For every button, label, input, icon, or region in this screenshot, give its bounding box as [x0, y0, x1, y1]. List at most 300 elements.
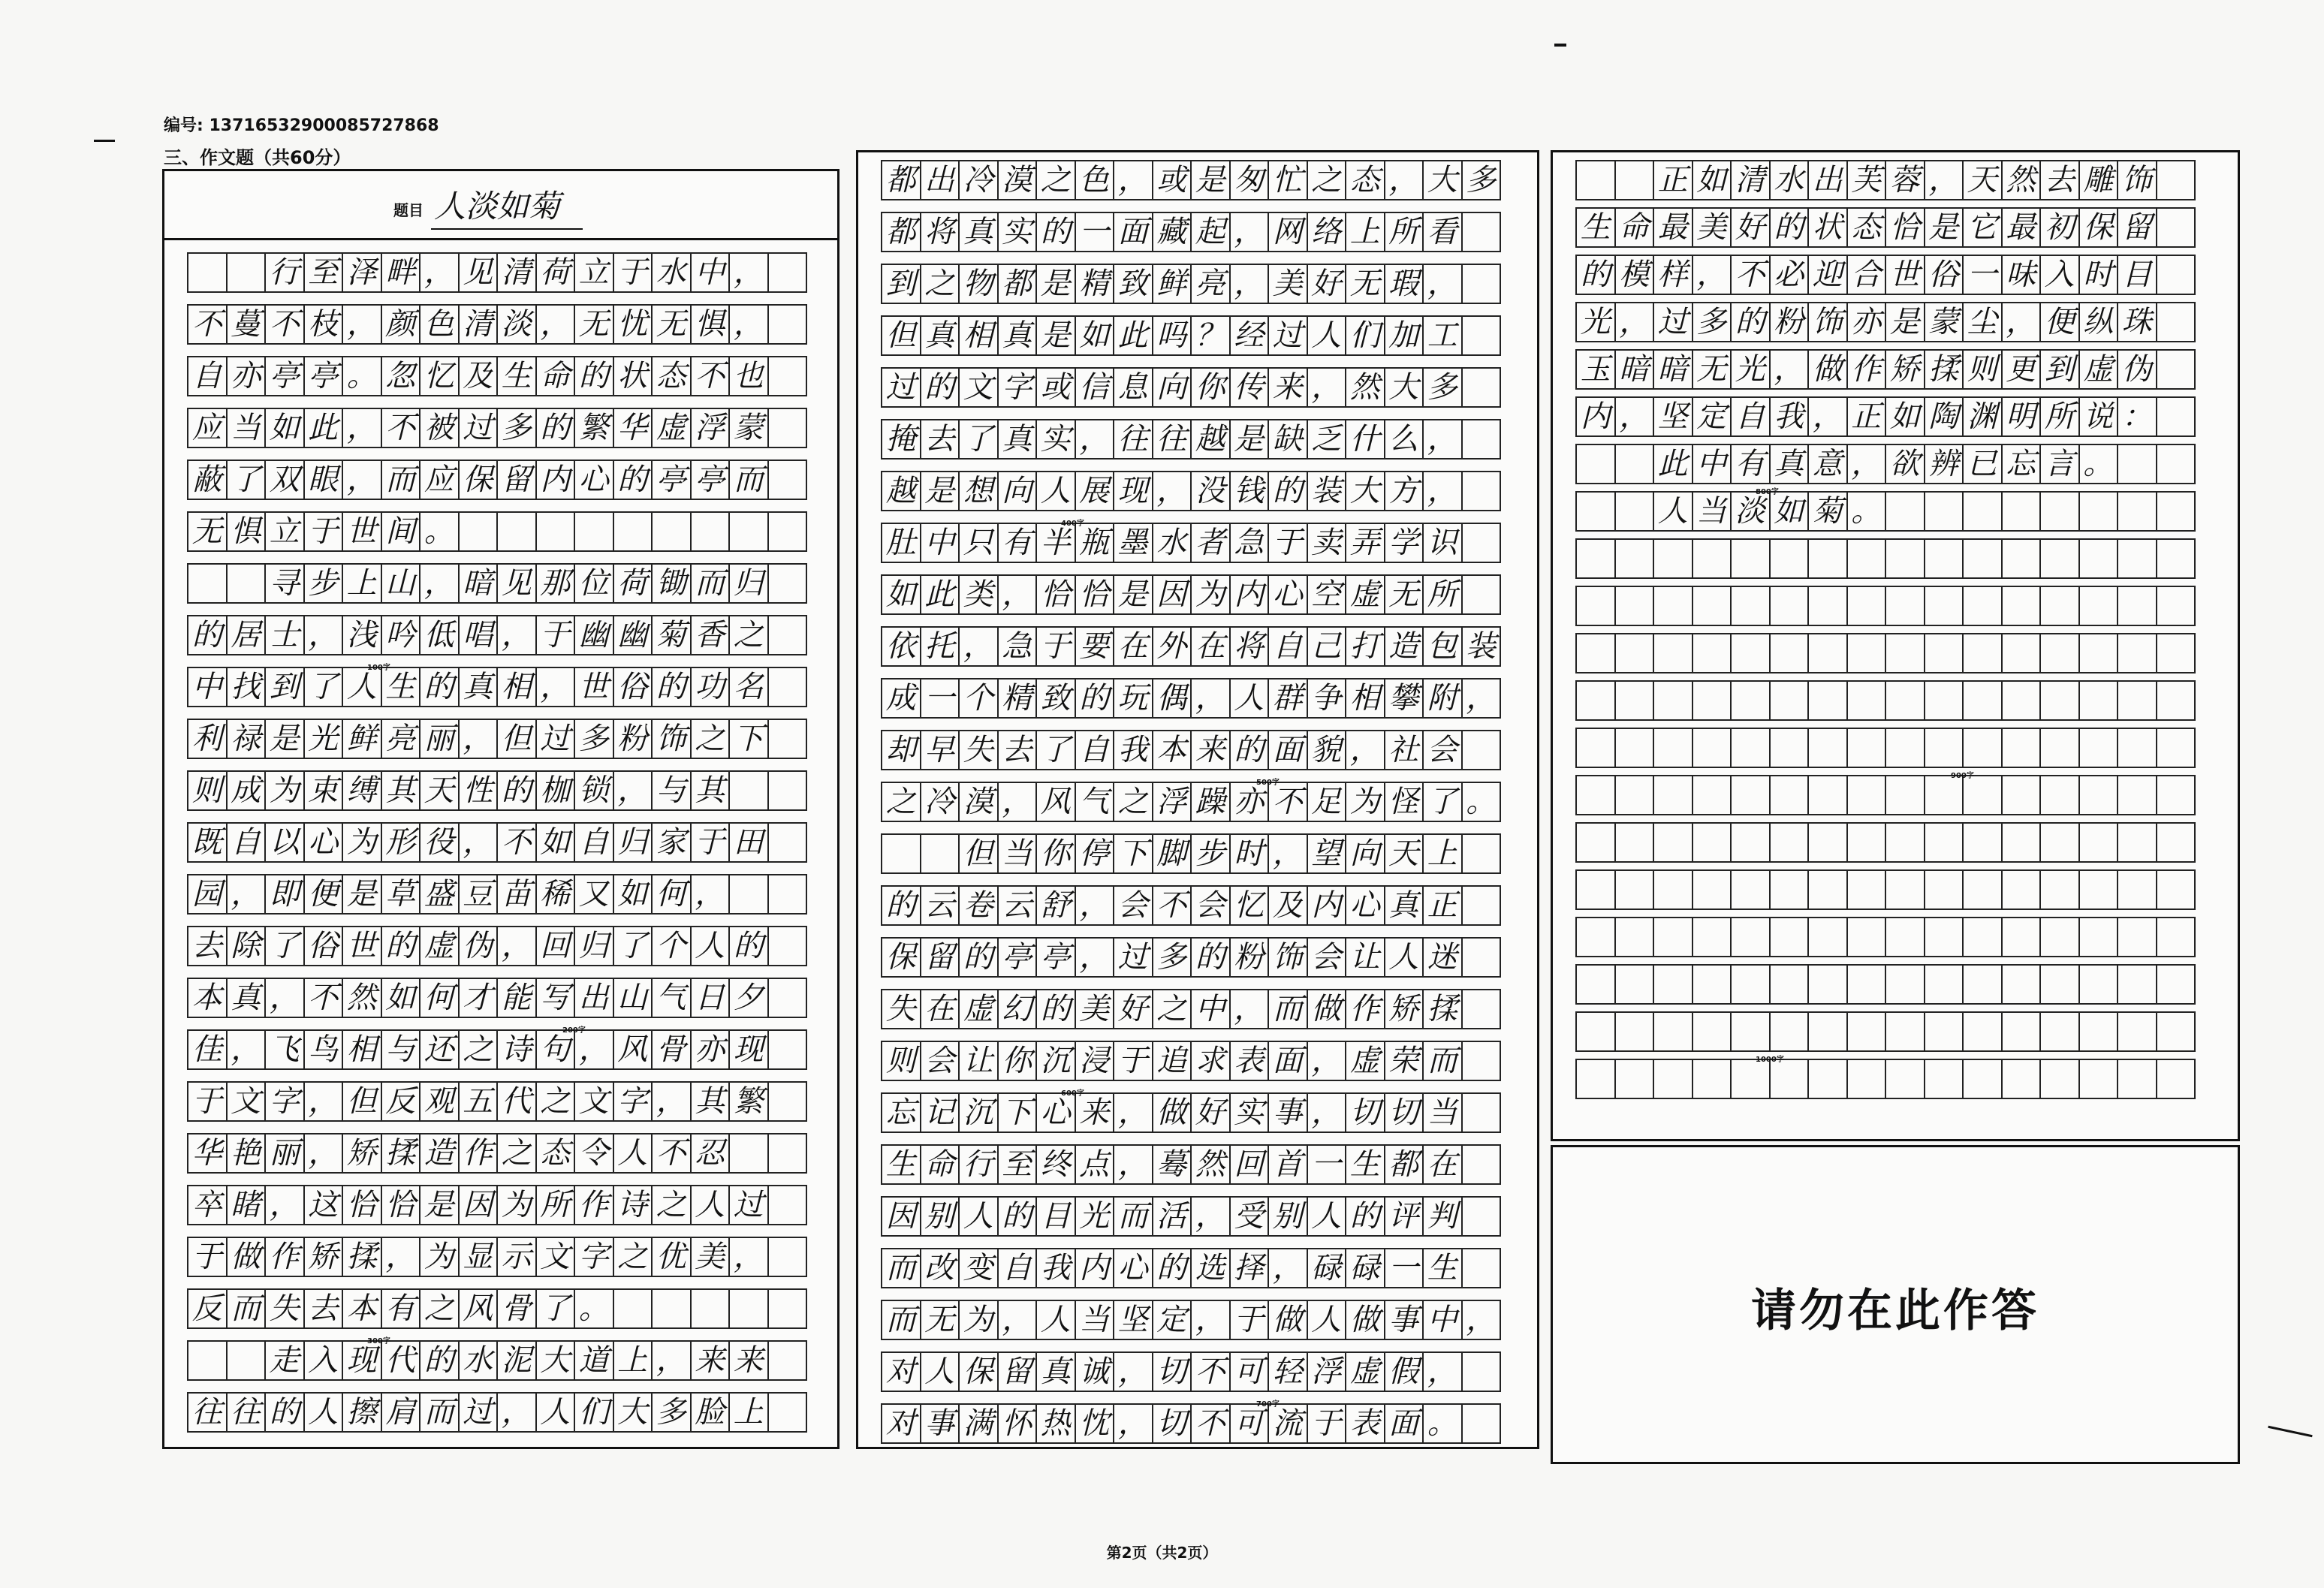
grid-cell: 之 — [419, 1288, 460, 1329]
grid-cell — [2156, 160, 2196, 200]
grid-cell: 包 — [1422, 626, 1463, 667]
grid-row — [881, 730, 1500, 782]
grid-cell: 我 — [1035, 1248, 1076, 1288]
grid-row — [881, 989, 1500, 1041]
grid-cell — [1962, 1011, 2003, 1052]
grid-cell: 浸 — [1075, 1041, 1115, 1081]
grid-cell: 如 — [381, 978, 421, 1018]
grid-cell: 之 — [651, 1185, 692, 1225]
grid-cell: 俗 — [303, 926, 344, 966]
grid-cell: 足 — [1307, 782, 1347, 822]
grid-cell: 才 — [458, 978, 499, 1018]
grid-row — [881, 678, 1500, 730]
grid-cell — [1614, 964, 1655, 1005]
grid-cell — [187, 1340, 228, 1381]
grid-cell: 至 — [997, 1144, 1038, 1185]
grid-cell: 幽 — [574, 615, 614, 655]
grid-cell: 浅 — [342, 615, 382, 655]
grid-cell — [1614, 917, 1655, 957]
grid-cell — [1962, 1059, 2003, 1099]
grid-cell: 多 — [1152, 937, 1192, 978]
grid-cell: ， — [419, 563, 460, 604]
grid-cell: 自 — [226, 822, 267, 863]
grid-cell: 去 — [2039, 160, 2080, 200]
grid-cell: ， — [381, 1237, 421, 1277]
grid-cell: 的 — [920, 367, 960, 408]
grid-cell — [1924, 633, 1964, 673]
grid-cell: 来 — [1075, 1092, 1115, 1133]
grid-cell: 揉 — [342, 1237, 382, 1277]
grid-cell — [1461, 833, 1502, 874]
grid-cell — [1575, 728, 1616, 768]
grid-cell: 但 — [496, 719, 537, 759]
grid-row — [187, 460, 806, 511]
grid-cell: ， — [1075, 419, 1115, 460]
grid-cell: 实 — [997, 212, 1038, 252]
grid-cell — [2078, 917, 2119, 957]
grid-cell: 及 — [458, 356, 499, 396]
grid-cell — [2117, 1059, 2157, 1099]
grid-cell: 云 — [920, 885, 960, 926]
grid-cell — [1614, 444, 1655, 484]
grid-cell: 了 — [1422, 782, 1463, 822]
grid-cell: 流 — [1267, 1403, 1308, 1444]
grid-cell — [1885, 491, 1925, 532]
grid-cell: 为 — [264, 770, 305, 811]
grid-cell: 亦 — [690, 1029, 731, 1070]
grid-cell: ， — [496, 615, 537, 655]
grid-cell: 么 — [1384, 419, 1424, 460]
grid-cell — [1807, 917, 1848, 957]
grid-cell: 失 — [958, 730, 999, 770]
grid-cell: 而 — [1422, 1041, 1463, 1081]
grid-cell — [2001, 633, 2042, 673]
grid-cell — [2156, 822, 2196, 863]
grid-cell — [1924, 491, 1964, 532]
grid-cell: 美 — [1692, 207, 1732, 248]
grid-cell — [1924, 775, 1964, 815]
grid-cell: 为 — [419, 1237, 460, 1277]
grid-cell: ， — [997, 1300, 1038, 1340]
grid-cell — [1575, 538, 1616, 579]
grid-row — [881, 367, 1500, 419]
grid-cell — [1461, 1248, 1502, 1288]
grid-cell: 人 — [1384, 937, 1424, 978]
grid-cell — [2117, 917, 2157, 957]
grid-cell: 不 — [1190, 1351, 1231, 1392]
grid-cell: 真 — [1035, 1351, 1076, 1392]
grid-cell — [1653, 917, 1693, 957]
grid-cell: 。 — [1461, 782, 1502, 822]
grid-cell: 正 — [1846, 396, 1887, 437]
word-count-marker: 400字 — [1061, 520, 1084, 528]
grid-cell — [2117, 822, 2157, 863]
grid-cell: 饰 — [1267, 937, 1308, 978]
grid-cell: 网 — [1267, 212, 1308, 252]
grid-cell: 脸 — [690, 1392, 731, 1433]
word-count-marker: 1000字 — [1756, 1056, 1784, 1064]
grid-cell: ， — [1267, 833, 1308, 874]
grid-cell: 玩 — [1113, 678, 1153, 719]
grid-cell: 一 — [1384, 1248, 1424, 1288]
grid-cell — [1885, 917, 1925, 957]
grid-cell: 的 — [1035, 989, 1076, 1029]
grid-cell — [1692, 775, 1732, 815]
grid-cell: 半 — [1035, 523, 1076, 563]
grid-cell — [2078, 775, 2119, 815]
grid-cell: 人 — [1653, 491, 1693, 532]
grid-cell: 看 — [1422, 212, 1463, 252]
grid-cell: 言 — [2039, 444, 2080, 484]
grid-cell: 络 — [1307, 212, 1347, 252]
grid-cell: 忽 — [381, 356, 421, 396]
grid-cell — [1575, 1011, 1616, 1052]
grid-cell — [1614, 728, 1655, 768]
grid-cell — [1885, 775, 1925, 815]
grid-cell: 展 — [1075, 471, 1115, 511]
grid-cell: 冷 — [920, 782, 960, 822]
grid-cell — [2156, 396, 2196, 437]
grid-cell: ， — [651, 1340, 692, 1381]
grid-cell: 如 — [613, 874, 653, 915]
grid-cell: 文 — [574, 1081, 614, 1122]
grid-row — [881, 212, 1500, 264]
grid-cell: 颜 — [381, 304, 421, 345]
grid-cell: 双 — [264, 460, 305, 500]
grid-cell: 会 — [920, 1041, 960, 1081]
grid-cell: 已 — [1962, 444, 2003, 484]
grid-cell: 瓶 — [1075, 523, 1115, 563]
grid-cell: ， — [1190, 1300, 1231, 1340]
grid-cell: 更 — [2001, 349, 2042, 390]
grid-cell: 走 — [264, 1340, 305, 1381]
grid-cell: 反 — [187, 1288, 228, 1329]
grid-cell: 相 — [342, 1029, 382, 1070]
grid-cell: 想 — [958, 471, 999, 511]
grid-cell: 好 — [1307, 264, 1347, 304]
grid-cell: 了 — [958, 419, 999, 460]
grid-cell: 上 — [728, 1392, 769, 1433]
grid-cell — [1461, 1144, 1502, 1185]
grid-cell: 幽 — [613, 615, 653, 655]
grid-cell: 命 — [920, 1144, 960, 1185]
grid-cell: 荣 — [1384, 1041, 1424, 1081]
grid-cell: 大 — [1384, 367, 1424, 408]
grid-cell: 不 — [496, 822, 537, 863]
grid-cell — [1692, 586, 1732, 626]
grid-row — [187, 563, 806, 615]
grid-cell: 浮 — [690, 408, 731, 448]
grid-cell: 因 — [458, 1185, 499, 1225]
grid-cell: 活 — [1152, 1196, 1192, 1237]
grid-cell: 无 — [920, 1300, 960, 1340]
grid-cell — [1653, 869, 1693, 910]
grid-cell: 风 — [613, 1029, 653, 1070]
grid-cell: 致 — [1113, 264, 1153, 304]
grid-cell: 缺 — [1267, 419, 1308, 460]
grid-cell: 入 — [2039, 255, 2080, 295]
grid-cell — [2001, 728, 2042, 768]
grid-cell: 泽 — [342, 252, 382, 293]
grid-cell — [1653, 633, 1693, 673]
grid-cell: 现 — [1113, 471, 1153, 511]
grid-cell — [1653, 680, 1693, 721]
grid-row — [1575, 822, 2194, 869]
grid-cell: ， — [1924, 160, 1964, 200]
grid-cell: 蒙 — [728, 408, 769, 448]
grid-cell: 粉 — [1769, 302, 1810, 342]
grid-cell: 物 — [958, 264, 999, 304]
grid-cell: 是 — [264, 719, 305, 759]
grid-cell: 美 — [690, 1237, 731, 1277]
grid-cell: 亦 — [1229, 782, 1270, 822]
grid-cell — [1769, 1011, 1810, 1052]
grid-cell: 真 — [458, 667, 499, 707]
grid-cell — [1846, 680, 1887, 721]
grid-cell — [1653, 775, 1693, 815]
grid-cell — [2039, 1059, 2080, 1099]
answer-column-2 — [856, 150, 1539, 1449]
grid-cell — [1653, 964, 1693, 1005]
grid-cell — [1846, 1011, 1887, 1052]
grid-cell: 华 — [613, 408, 653, 448]
grid-cell — [1575, 869, 1616, 910]
grid-cell: 利 — [187, 719, 228, 759]
grid-cell — [767, 1185, 808, 1225]
grid-cell: 多 — [496, 408, 537, 448]
grid-cell — [1730, 869, 1771, 910]
grid-cell: 令 — [574, 1133, 614, 1174]
grid-cell: 于 — [187, 1081, 228, 1122]
grid-cell: 现 — [728, 1029, 769, 1070]
grid-cell — [1846, 964, 1887, 1005]
grid-cell: 为 — [1190, 574, 1231, 615]
grid-cell: 相 — [496, 667, 537, 707]
grid-cell: 之 — [881, 782, 921, 822]
grid-cell: 停 — [1075, 833, 1115, 874]
grid-cell: 如 — [264, 408, 305, 448]
grid-cell: 世 — [1885, 255, 1925, 295]
grid-cell: 向 — [997, 471, 1038, 511]
grid-cell: 一 — [1075, 212, 1115, 252]
grid-cell: 实 — [1035, 419, 1076, 460]
grid-cell: 是 — [1035, 315, 1076, 356]
grid-cell: 草 — [381, 874, 421, 915]
grid-cell: 但 — [881, 315, 921, 356]
grid-cell — [1730, 680, 1771, 721]
grid-cell: 泥 — [496, 1340, 537, 1381]
grid-cell — [1575, 1059, 1616, 1099]
grid-cell: 那 — [535, 563, 576, 604]
grid-cell: 改 — [920, 1248, 960, 1288]
grid-cell — [2078, 1011, 2119, 1052]
grid-cell: 去 — [303, 1288, 344, 1329]
grid-cell: 不 — [1152, 885, 1192, 926]
grid-cell — [1575, 917, 1616, 957]
grid-cell: 自 — [997, 1248, 1038, 1288]
grid-cell — [728, 511, 769, 552]
grid-row — [187, 1237, 806, 1288]
grid-cell — [2117, 444, 2157, 484]
grid-cell — [1614, 775, 1655, 815]
grid-cell: 蓦 — [1152, 1144, 1192, 1185]
grid-cell: 精 — [997, 678, 1038, 719]
grid-cell — [767, 615, 808, 655]
grid-cell — [1692, 538, 1732, 579]
grid-cell — [1575, 775, 1616, 815]
grid-cell: 类 — [958, 574, 999, 615]
grid-cell: 诚 — [1075, 1351, 1115, 1392]
grid-row — [1575, 538, 2194, 586]
grid-cell: 真 — [1769, 444, 1810, 484]
grid-cell: 示 — [496, 1237, 537, 1277]
grid-cell: 名 — [728, 667, 769, 707]
grid-cell: 的 — [651, 667, 692, 707]
grid-cell — [1653, 822, 1693, 863]
grid-cell: 粉 — [1229, 937, 1270, 978]
grid-cell: 如 — [1885, 396, 1925, 437]
grid-cell: 尘 — [1962, 302, 2003, 342]
grid-cell: 什 — [1345, 419, 1385, 460]
grid-cell — [1692, 917, 1732, 957]
grid-cell: ？ — [1190, 315, 1231, 356]
grid-cell: 别 — [920, 1196, 960, 1237]
grid-cell: 美 — [1267, 264, 1308, 304]
grid-cell: ， — [728, 1237, 769, 1277]
grid-cell — [690, 1288, 731, 1329]
grid-cell: ， — [303, 1081, 344, 1122]
grid-cell — [767, 1288, 808, 1329]
grid-cell: 变 — [958, 1248, 999, 1288]
grid-cell: 的 — [419, 1340, 460, 1381]
grid-cell: 但 — [958, 833, 999, 874]
grid-row — [881, 1196, 1500, 1248]
grid-cell: 回 — [535, 926, 576, 966]
grid-cell — [1730, 728, 1771, 768]
grid-cell: 揉 — [1422, 989, 1463, 1029]
grid-cell: 至 — [303, 252, 344, 293]
grid-cell: 云 — [997, 885, 1038, 926]
grid-cell: 保 — [458, 460, 499, 500]
grid-cell: 上 — [613, 1340, 653, 1381]
grid-cell: 诗 — [496, 1029, 537, 1070]
grid-row — [1575, 633, 2194, 680]
grid-cell: 而 — [690, 563, 731, 604]
grid-cell: 态 — [1846, 207, 1887, 248]
grid-cell: 打 — [1345, 626, 1385, 667]
grid-cell: 惧 — [226, 511, 267, 552]
grid-cell: 心 — [303, 822, 344, 863]
grid-cell: 的 — [1345, 1196, 1385, 1237]
grid-cell: 有 — [1730, 444, 1771, 484]
grid-cell: 当 — [1692, 491, 1732, 532]
grid-cell: 不 — [1730, 255, 1771, 295]
grid-cell: 我 — [1769, 396, 1810, 437]
grid-cell: 见 — [458, 252, 499, 293]
grid-cell: 装 — [1307, 471, 1347, 511]
grid-cell — [1730, 633, 1771, 673]
grid-cell: ， — [728, 252, 769, 293]
grid-row — [881, 885, 1500, 937]
grid-cell: 然 — [342, 978, 382, 1018]
grid-cell — [1575, 491, 1616, 532]
grid-cell: 所 — [2039, 396, 2080, 437]
grid-cell: 艳 — [226, 1133, 267, 1174]
grid-cell — [2001, 680, 2042, 721]
grid-cell: 是 — [920, 471, 960, 511]
grid-cell: 的 — [574, 356, 614, 396]
grid-row — [881, 1092, 1500, 1144]
grid-cell: 于 — [535, 615, 576, 655]
grid-cell: 留 — [2117, 207, 2157, 248]
grid-cell: 生 — [496, 356, 537, 396]
answer-column-3 — [1551, 150, 2240, 1141]
grid-cell: 偶 — [1152, 678, 1192, 719]
grid-cell: 内 — [1307, 885, 1347, 926]
grid-cell: 如 — [881, 574, 921, 615]
grid-cell: 无 — [574, 304, 614, 345]
grid-cell: 本 — [187, 978, 228, 1018]
grid-cell: 光 — [1575, 302, 1616, 342]
serial-number: 编号: 13716532900085727868 — [164, 116, 439, 135]
grid-cell — [1692, 728, 1732, 768]
grid-cell: 不 — [381, 408, 421, 448]
grid-cell: 园 — [187, 874, 228, 915]
grid-cell — [2156, 775, 2196, 815]
grid-cell: 钱 — [1229, 471, 1270, 511]
grid-cell: 的 — [728, 926, 769, 966]
grid-cell: 。 — [1422, 1403, 1463, 1444]
grid-cell: 无 — [187, 511, 228, 552]
grid-cell: 骨 — [651, 1029, 692, 1070]
grid-cell: 冷 — [958, 160, 999, 200]
grid-cell: 藏 — [1152, 212, 1192, 252]
grid-cell: ， — [1113, 1351, 1153, 1392]
grid-cell: 自 — [574, 822, 614, 863]
grid-cell: 所 — [1384, 212, 1424, 252]
grid-cell: 回 — [1229, 1144, 1270, 1185]
grid-row — [881, 1041, 1500, 1092]
section-title: 三、作文题（共60分） — [164, 147, 351, 168]
grid-cell: 的 — [1190, 937, 1231, 978]
grid-cell — [1461, 419, 1502, 460]
grid-cell: 事 — [1384, 1300, 1424, 1340]
grid-cell: 美 — [1075, 989, 1115, 1029]
grid-cell: 雕 — [2078, 160, 2119, 200]
grid-row — [1575, 869, 2194, 917]
grid-cell: 时 — [2078, 255, 2119, 295]
grid-cell — [2039, 822, 2080, 863]
grid-cell: 做 — [1152, 1092, 1192, 1133]
grid-cell: 下 — [1113, 833, 1153, 874]
grid-cell: 水 — [651, 252, 692, 293]
grid-row — [187, 719, 806, 770]
grid-cell: 俗 — [1924, 255, 1964, 295]
grid-cell: 当 — [1075, 1300, 1115, 1340]
grid-cell: 坚 — [1653, 396, 1693, 437]
grid-cell: 附 — [1422, 678, 1463, 719]
grid-cell: 心 — [1345, 885, 1385, 926]
grid-cell: 饰 — [651, 719, 692, 759]
grid-cell: 清 — [496, 252, 537, 293]
grid-cell: 来 — [1267, 367, 1308, 408]
grid-cell: 命 — [1614, 207, 1655, 248]
grid-cell — [1924, 680, 1964, 721]
grid-cell: 工 — [1422, 315, 1463, 356]
grid-cell: 擦 — [342, 1392, 382, 1433]
grid-cell: 芙 — [1846, 160, 1887, 200]
grid-cell: 虚 — [419, 926, 460, 966]
